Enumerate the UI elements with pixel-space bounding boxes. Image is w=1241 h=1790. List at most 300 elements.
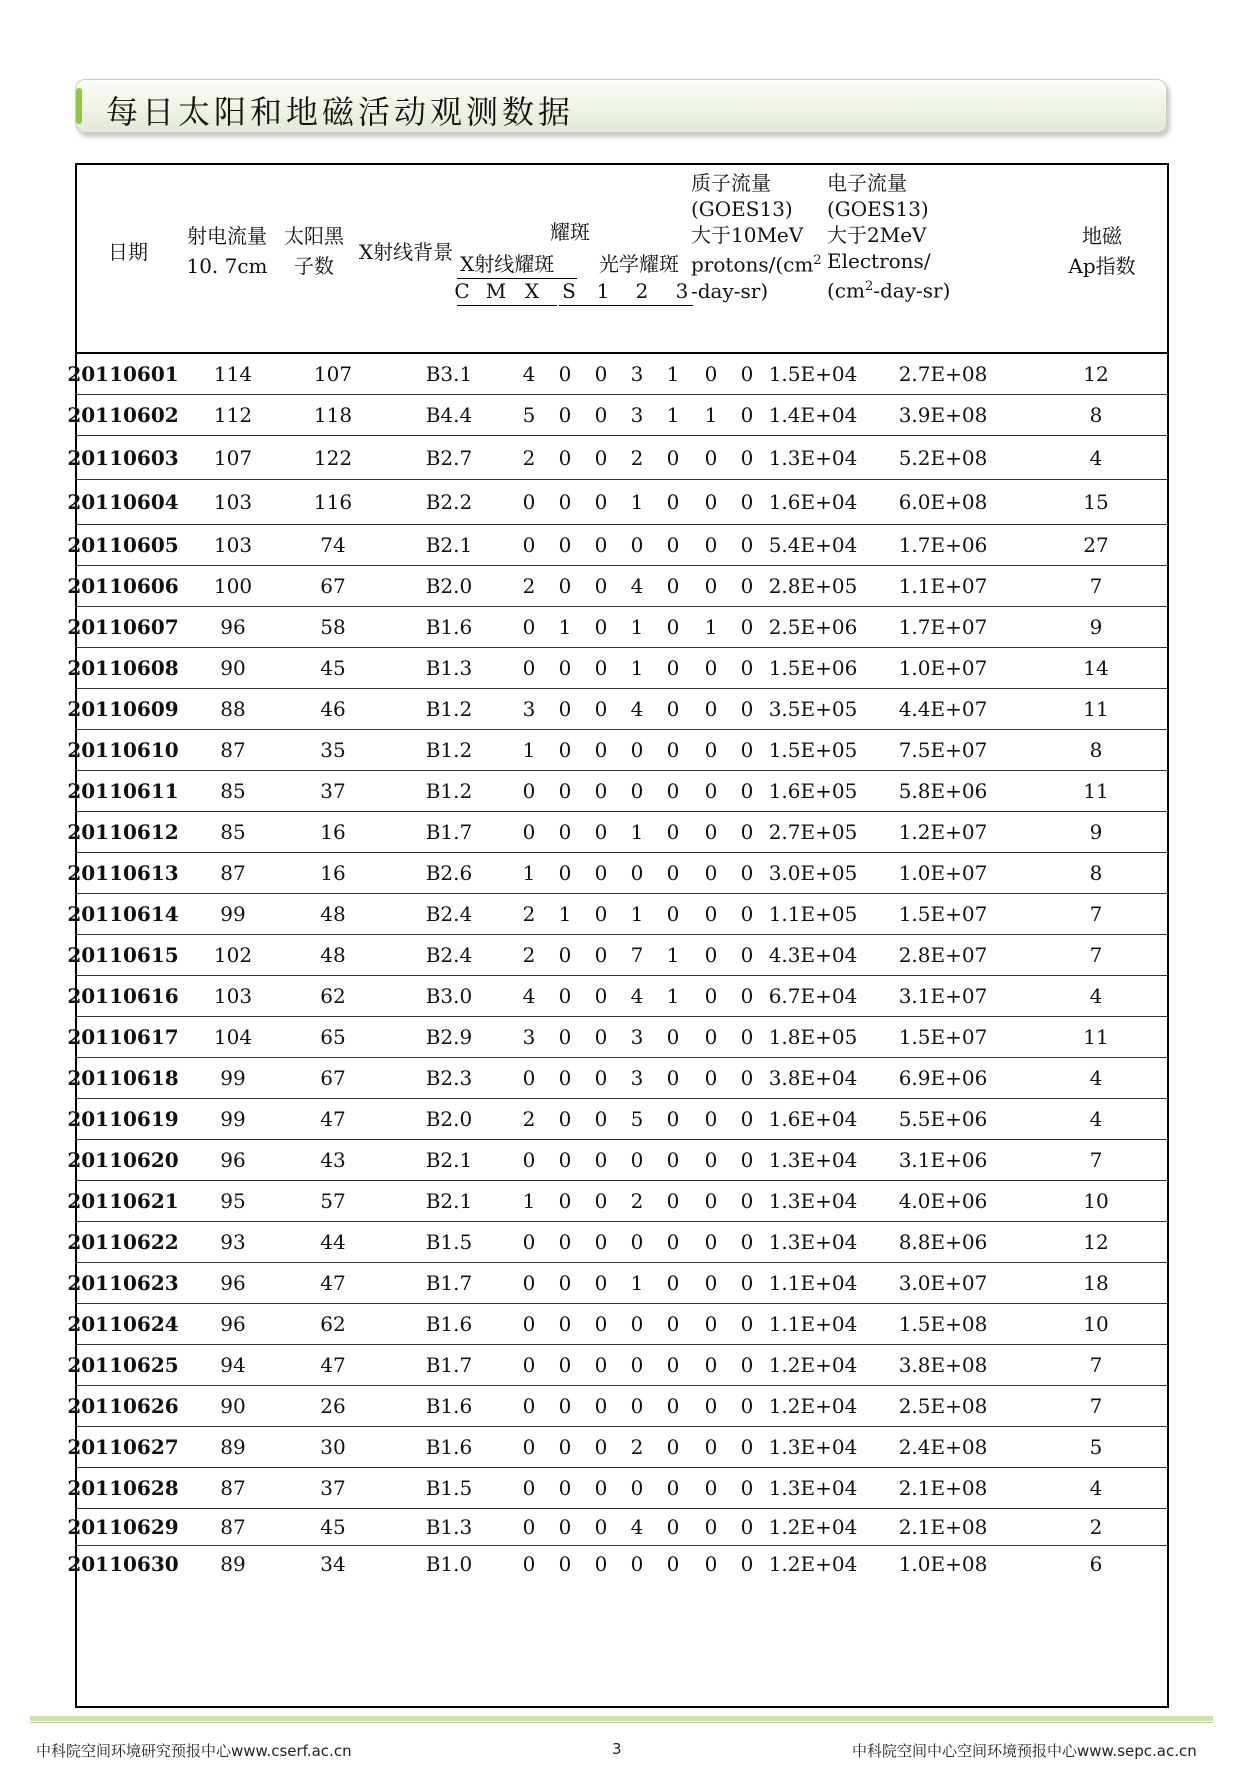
cell-xray-x: 0	[594, 779, 608, 803]
cell-optical-2: 0	[704, 738, 718, 762]
cell-ap-index: 4	[1089, 445, 1103, 470]
header-xray-flare: X射线耀斑	[460, 252, 555, 276]
table-row	[67, 1345, 1167, 1386]
cell-sunspot: 16	[320, 820, 346, 844]
cell-date: 20110629	[67, 1515, 179, 1539]
cell-xray-c: 4	[522, 984, 536, 1008]
cell-date: 20110606	[67, 574, 179, 598]
cell-sunspot: 45	[320, 656, 346, 680]
cell-xray-background: B1.2	[425, 697, 473, 721]
cell-optical-3: 0	[740, 656, 754, 680]
cell-xray-c: 0	[522, 1312, 536, 1336]
cell-xray-m: 0	[558, 362, 572, 386]
footer-rule	[30, 1716, 1213, 1721]
cell-ap-index: 4	[1089, 984, 1103, 1008]
cell-xray-background: B1.2	[425, 738, 473, 762]
cell-xray-x: 0	[594, 1107, 608, 1131]
table-row	[67, 395, 1167, 436]
header-electron-line3: 大于2MeV	[827, 223, 927, 247]
cell-electron-flux: 2.8E+07	[898, 943, 988, 967]
cell-optical-s: 4	[630, 984, 644, 1008]
cell-proton-flux: 1.8E+05	[768, 1025, 858, 1049]
cell-optical-3: 0	[740, 738, 754, 762]
cell-optical-3: 0	[740, 615, 754, 639]
cell-optical-3: 0	[740, 574, 754, 598]
cell-electron-flux: 1.0E+08	[898, 1552, 988, 1576]
cell-date: 20110630	[67, 1552, 179, 1576]
cell-proton-flux: 2.7E+05	[768, 820, 858, 844]
cell-xray-background: B2.4	[425, 902, 473, 926]
cell-optical-2: 0	[704, 1107, 718, 1131]
cell-ap-index: 2	[1089, 1515, 1103, 1539]
table-row	[67, 1386, 1167, 1427]
cell-optical-s: 2	[630, 1435, 644, 1459]
header-date: 日期	[108, 240, 148, 264]
cell-electron-flux: 1.2E+07	[898, 820, 988, 844]
cell-sunspot: 65	[320, 1025, 346, 1049]
cell-optical-s: 1	[630, 902, 644, 926]
cell-xray-m: 0	[558, 738, 572, 762]
header-radio-flux-line1: 射电流量	[187, 224, 267, 248]
header-xray-background: X射线背景	[358, 240, 454, 264]
cell-xray-background: B2.4	[425, 943, 473, 967]
table-row	[67, 771, 1167, 812]
cell-xray-m: 0	[558, 1107, 572, 1131]
cell-date: 20110621	[67, 1189, 179, 1213]
cell-xray-m: 0	[558, 943, 572, 967]
cell-xray-background: B2.7	[425, 445, 473, 470]
cell-electron-flux: 2.1E+08	[898, 1476, 988, 1500]
cell-proton-flux: 1.3E+04	[768, 445, 858, 470]
header-electron-line1: 电子流量	[827, 171, 907, 195]
cell-xray-background: B3.1	[425, 362, 473, 386]
table-row	[67, 689, 1167, 730]
cell-optical-s: 2	[630, 1189, 644, 1213]
cell-optical-2: 0	[704, 1148, 718, 1172]
cell-ap-index: 4	[1089, 1107, 1103, 1131]
cell-xray-m: 1	[558, 615, 572, 639]
header-sub-m: M	[485, 279, 507, 303]
cell-optical-1: 0	[666, 533, 680, 557]
cell-date: 20110616	[67, 984, 179, 1008]
cell-optical-s: 0	[630, 1148, 644, 1172]
cell-optical-1: 0	[666, 738, 680, 762]
data-table	[67, 163, 1169, 1708]
cell-xray-c: 0	[522, 1230, 536, 1254]
cell-optical-2: 0	[704, 1025, 718, 1049]
cell-date: 20110604	[67, 490, 179, 514]
cell-proton-flux: 6.7E+04	[768, 984, 858, 1008]
cell-sunspot: 37	[320, 1476, 346, 1500]
cell-optical-s: 0	[630, 1552, 644, 1576]
cell-xray-x: 0	[594, 697, 608, 721]
cell-xray-m: 0	[558, 1025, 572, 1049]
header-proton-line5: -day-sr)	[691, 278, 769, 303]
cell-proton-flux: 1.2E+04	[768, 1515, 858, 1539]
cell-proton-flux: 5.4E+04	[768, 533, 858, 557]
header-ap-line1: 地磁	[1082, 224, 1122, 248]
cell-optical-1: 0	[666, 779, 680, 803]
cell-optical-3: 0	[740, 1025, 754, 1049]
cell-xray-x: 0	[594, 1230, 608, 1254]
cell-xray-m: 0	[558, 1515, 572, 1539]
cell-optical-1: 1	[666, 362, 680, 386]
cell-optical-1: 0	[666, 861, 680, 885]
cell-optical-s: 1	[630, 656, 644, 680]
cell-proton-flux: 1.5E+05	[768, 738, 858, 762]
header-electron-line4: Electrons/	[827, 249, 931, 273]
cell-xray-m: 0	[558, 1230, 572, 1254]
cell-radio-flux: 96	[220, 615, 246, 639]
cell-xray-background: B1.7	[425, 1271, 473, 1295]
cell-xray-c: 2	[522, 1107, 536, 1131]
cell-optical-3: 0	[740, 779, 754, 803]
cell-radio-flux: 104	[213, 1025, 253, 1049]
table-row	[67, 566, 1167, 607]
cell-proton-flux: 1.2E+04	[768, 1552, 858, 1576]
cell-date: 20110605	[67, 533, 179, 557]
table-row	[67, 1222, 1167, 1263]
cell-xray-c: 0	[522, 1476, 536, 1500]
header-optical-flare: 光学耀斑	[599, 252, 679, 276]
cell-ap-index: 9	[1089, 615, 1103, 639]
cell-proton-flux: 1.6E+04	[768, 1107, 858, 1131]
cell-radio-flux: 89	[220, 1435, 246, 1459]
cell-radio-flux: 85	[220, 820, 246, 844]
cell-radio-flux: 95	[220, 1189, 246, 1213]
cell-xray-x: 0	[594, 656, 608, 680]
cell-proton-flux: 1.4E+04	[768, 403, 858, 427]
cell-electron-flux: 3.0E+07	[898, 1271, 988, 1295]
cell-ap-index: 27	[1083, 533, 1109, 557]
cell-xray-x: 0	[594, 1025, 608, 1049]
cell-xray-background: B1.5	[425, 1476, 473, 1500]
table-row	[67, 1468, 1167, 1509]
table-row	[67, 812, 1167, 853]
cell-optical-1: 0	[666, 1435, 680, 1459]
cell-date: 20110608	[67, 656, 179, 680]
cell-radio-flux: 103	[213, 533, 253, 557]
cell-xray-c: 0	[522, 820, 536, 844]
cell-ap-index: 10	[1083, 1189, 1109, 1213]
cell-ap-index: 18	[1083, 1271, 1109, 1295]
cell-optical-3: 0	[740, 403, 754, 427]
cell-date: 20110627	[67, 1435, 179, 1459]
header-electron-line5: $(cm^2-day-sr)$	[827, 278, 951, 303]
cell-sunspot: 47	[320, 1107, 346, 1131]
header-flare: 耀斑	[550, 220, 590, 244]
cell-xray-c: 2	[522, 902, 536, 926]
cell-optical-2: 0	[704, 697, 718, 721]
cell-xray-m: 0	[558, 1476, 572, 1500]
cell-ap-index: 7	[1089, 1353, 1103, 1377]
cell-sunspot: 46	[320, 697, 346, 721]
cell-optical-3: 0	[740, 1552, 754, 1576]
cell-xray-x: 0	[594, 615, 608, 639]
header-proton-line1: 质子流量	[691, 171, 771, 195]
cell-sunspot: 47	[320, 1271, 346, 1295]
cell-xray-c: 3	[522, 1025, 536, 1049]
cell-optical-1: 0	[666, 1025, 680, 1049]
cell-xray-x: 0	[594, 445, 608, 470]
cell-xray-x: 0	[594, 1476, 608, 1500]
cell-radio-flux: 102	[213, 943, 253, 967]
cell-xray-m: 0	[558, 820, 572, 844]
cell-electron-flux: 6.9E+06	[898, 1066, 988, 1090]
cell-sunspot: 67	[320, 1066, 346, 1090]
cell-optical-2: 0	[704, 574, 718, 598]
cell-optical-s: 5	[630, 1107, 644, 1131]
cell-optical-1: 0	[666, 656, 680, 680]
cell-xray-c: 1	[522, 861, 536, 885]
cell-optical-1: 0	[666, 1394, 680, 1418]
cell-ap-index: 9	[1089, 820, 1103, 844]
cell-optical-s: 0	[630, 779, 644, 803]
cell-optical-s: 4	[630, 574, 644, 598]
cell-optical-3: 0	[740, 1476, 754, 1500]
table-row	[67, 976, 1167, 1017]
cell-optical-3: 0	[740, 445, 754, 470]
cell-optical-2: 0	[704, 1394, 718, 1418]
cell-optical-1: 0	[666, 1476, 680, 1500]
cell-xray-c: 0	[522, 1148, 536, 1172]
cell-optical-1: 0	[666, 574, 680, 598]
cell-xray-x: 0	[594, 902, 608, 926]
cell-ap-index: 7	[1089, 1394, 1103, 1418]
cell-proton-flux: 1.3E+04	[768, 1435, 858, 1459]
cell-optical-s: 0	[630, 1353, 644, 1377]
header-sub-c: C	[454, 279, 470, 303]
cell-radio-flux: 87	[220, 1476, 246, 1500]
cell-proton-flux: 1.1E+04	[768, 1271, 858, 1295]
cell-optical-s: 1	[630, 490, 644, 514]
cell-optical-3: 0	[740, 1066, 754, 1090]
cell-optical-1: 0	[666, 1066, 680, 1090]
header-proton-line2: (GOES13)	[691, 197, 793, 221]
cell-optical-3: 0	[740, 1107, 754, 1131]
cell-ap-index: 5	[1089, 1435, 1103, 1459]
cell-radio-flux: 87	[220, 1515, 246, 1539]
table-body	[67, 354, 1167, 1582]
cell-ap-index: 15	[1083, 490, 1109, 514]
cell-radio-flux: 96	[220, 1271, 246, 1295]
cell-xray-background: B4.4	[425, 403, 473, 427]
cell-xray-c: 0	[522, 779, 536, 803]
cell-optical-s: 3	[630, 1025, 644, 1049]
cell-optical-2: 0	[704, 1271, 718, 1295]
cell-ap-index: 12	[1083, 362, 1109, 386]
cell-optical-1: 1	[666, 943, 680, 967]
cell-optical-3: 0	[740, 902, 754, 926]
cell-ap-index: 8	[1089, 403, 1103, 427]
cell-ap-index: 8	[1089, 738, 1103, 762]
cell-date: 20110628	[67, 1476, 179, 1500]
table-row	[67, 354, 1167, 395]
cell-optical-s: 3	[630, 403, 644, 427]
cell-ap-index: 11	[1083, 779, 1109, 803]
cell-electron-flux: 6.0E+08	[898, 490, 988, 514]
cell-xray-background: B2.0	[425, 574, 473, 598]
header-sub-x: X	[524, 279, 540, 303]
cell-xray-m: 0	[558, 861, 572, 885]
cell-xray-x: 0	[594, 1148, 608, 1172]
cell-sunspot: 116	[313, 490, 353, 514]
cell-electron-flux: 3.8E+08	[898, 1353, 988, 1377]
footer-rule-thin	[30, 1722, 1213, 1723]
cell-optical-3: 0	[740, 1230, 754, 1254]
cell-optical-s: 0	[630, 1312, 644, 1336]
cell-proton-flux: 1.6E+04	[768, 490, 858, 514]
table-row	[67, 1427, 1167, 1468]
cell-proton-flux: 3.8E+04	[768, 1066, 858, 1090]
header-ap-line2: Ap指数	[1068, 254, 1136, 278]
cell-xray-background: B2.9	[425, 1025, 473, 1049]
cell-proton-flux: 1.3E+04	[768, 1148, 858, 1172]
header-sub-3: 3	[675, 279, 689, 303]
cell-xray-x: 0	[594, 1552, 608, 1576]
cell-radio-flux: 90	[220, 1394, 246, 1418]
cell-electron-flux: 1.7E+06	[898, 533, 988, 557]
cell-xray-background: B2.2	[425, 490, 473, 514]
cell-optical-1: 0	[666, 1271, 680, 1295]
cell-xray-background: B1.0	[425, 1552, 473, 1576]
cell-optical-s: 0	[630, 1230, 644, 1254]
cell-date: 20110626	[67, 1394, 179, 1418]
cell-optical-s: 0	[630, 738, 644, 762]
header-ap-index	[1057, 221, 1147, 281]
header-electron-flux	[827, 170, 957, 304]
header-proton-line3: 大于10MeV	[691, 223, 804, 247]
cell-electron-flux: 1.1E+07	[898, 574, 988, 598]
cell-date: 20110625	[67, 1353, 179, 1377]
cell-radio-flux: 96	[220, 1312, 246, 1336]
cell-xray-m: 0	[558, 984, 572, 1008]
cell-xray-background: B1.3	[425, 1515, 473, 1539]
cell-ap-index: 7	[1089, 574, 1103, 598]
cell-xray-x: 0	[594, 1189, 608, 1213]
cell-sunspot: 45	[320, 1515, 346, 1539]
cell-optical-1: 1	[666, 403, 680, 427]
cell-radio-flux: 99	[220, 1107, 246, 1131]
cell-optical-s: 7	[630, 943, 644, 967]
cell-xray-x: 0	[594, 1435, 608, 1459]
cell-optical-1: 0	[666, 1353, 680, 1377]
cell-date: 20110603	[67, 445, 179, 470]
header-proton-line4: protons/($cm^2$	[691, 252, 822, 277]
cell-ap-index: 14	[1083, 656, 1109, 680]
cell-optical-2: 1	[704, 615, 718, 639]
cell-optical-2: 0	[704, 1066, 718, 1090]
cell-optical-s: 1	[630, 820, 644, 844]
table-row	[67, 648, 1167, 689]
cell-date: 20110620	[67, 1148, 179, 1172]
cell-optical-s: 3	[630, 1066, 644, 1090]
table-row	[67, 525, 1167, 566]
cell-sunspot: 30	[320, 1435, 346, 1459]
cell-electron-flux: 5.2E+08	[898, 445, 988, 470]
cell-optical-3: 0	[740, 533, 754, 557]
page-title: 每日太阳和地磁活动观测数据	[106, 93, 575, 131]
cell-optical-3: 0	[740, 697, 754, 721]
cell-optical-s: 3	[630, 362, 644, 386]
cell-xray-m: 0	[558, 1271, 572, 1295]
cell-xray-background: B1.6	[425, 1312, 473, 1336]
cell-xray-m: 0	[558, 403, 572, 427]
cell-xray-c: 0	[522, 1066, 536, 1090]
cell-optical-3: 0	[740, 1394, 754, 1418]
cell-xray-m: 0	[558, 779, 572, 803]
cell-proton-flux: 1.2E+04	[768, 1353, 858, 1377]
cell-ap-index: 7	[1089, 902, 1103, 926]
cell-optical-1: 0	[666, 1515, 680, 1539]
cell-optical-1: 0	[666, 1189, 680, 1213]
cell-proton-flux: 1.5E+04	[768, 362, 858, 386]
cell-xray-c: 0	[522, 656, 536, 680]
cell-electron-flux: 2.5E+08	[898, 1394, 988, 1418]
cell-optical-3: 0	[740, 1353, 754, 1377]
cell-sunspot: 62	[320, 984, 346, 1008]
cell-proton-flux: 1.1E+05	[768, 902, 858, 926]
cell-date: 20110601	[67, 362, 179, 386]
cell-sunspot: 44	[320, 1230, 346, 1254]
cell-optical-s: 0	[630, 533, 644, 557]
table-row	[67, 436, 1167, 480]
cell-date: 20110614	[67, 902, 179, 926]
cell-sunspot: 16	[320, 861, 346, 885]
cell-sunspot: 62	[320, 1312, 346, 1336]
cell-optical-1: 0	[666, 1148, 680, 1172]
cell-date: 20110613	[67, 861, 179, 885]
cell-radio-flux: 112	[213, 403, 253, 427]
cell-date: 20110617	[67, 1025, 179, 1049]
cell-sunspot: 118	[313, 403, 353, 427]
cell-optical-2: 0	[704, 1312, 718, 1336]
cell-proton-flux: 4.3E+04	[768, 943, 858, 967]
cell-xray-x: 0	[594, 1271, 608, 1295]
cell-xray-m: 0	[558, 1066, 572, 1090]
cell-xray-m: 0	[558, 445, 572, 470]
cell-electron-flux: 2.7E+08	[898, 362, 988, 386]
header-radio-flux-line2: 10. 7cm	[186, 254, 268, 278]
cell-optical-3: 0	[740, 1312, 754, 1336]
cell-date: 20110609	[67, 697, 179, 721]
header-radio-flux	[175, 221, 279, 281]
cell-optical-1: 0	[666, 1312, 680, 1336]
cell-xray-c: 2	[522, 943, 536, 967]
cell-optical-1: 0	[666, 490, 680, 514]
table-row	[67, 730, 1167, 771]
cell-xray-m: 0	[558, 533, 572, 557]
cell-radio-flux: 107	[213, 445, 253, 470]
cell-radio-flux: 85	[220, 779, 246, 803]
cell-optical-s: 4	[630, 697, 644, 721]
cell-optical-1: 0	[666, 1230, 680, 1254]
cell-electron-flux: 1.0E+07	[898, 861, 988, 885]
cell-radio-flux: 94	[220, 1353, 246, 1377]
cell-optical-2: 1	[704, 403, 718, 427]
cell-xray-m: 0	[558, 1148, 572, 1172]
cell-radio-flux: 87	[220, 861, 246, 885]
cell-electron-flux: 1.0E+07	[898, 656, 988, 680]
cell-xray-x: 0	[594, 820, 608, 844]
cell-date: 20110624	[67, 1312, 179, 1336]
cell-xray-x: 0	[594, 861, 608, 885]
cell-optical-3: 0	[740, 820, 754, 844]
cell-sunspot: 67	[320, 574, 346, 598]
cell-optical-2: 0	[704, 943, 718, 967]
cell-sunspot: 26	[320, 1394, 346, 1418]
cell-optical-3: 0	[740, 1189, 754, 1213]
